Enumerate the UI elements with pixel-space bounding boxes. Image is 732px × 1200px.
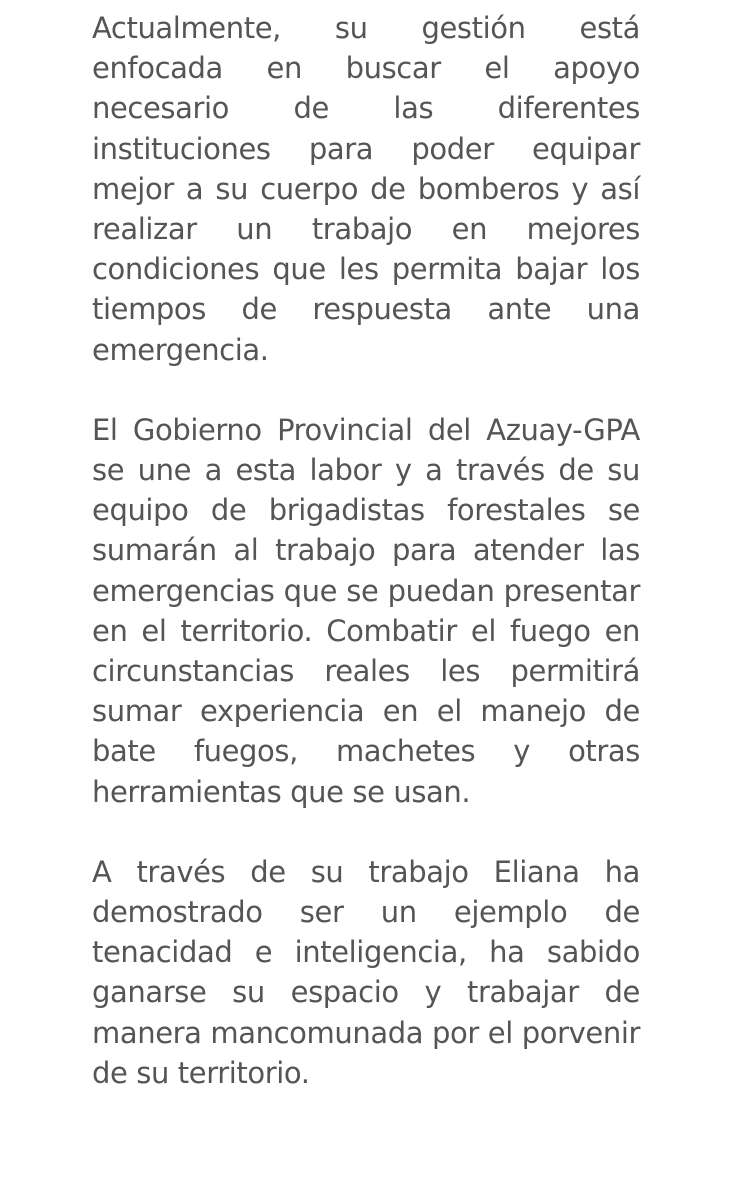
paragraph-gpa-brigadistas: El Gobierno Provincial del Azuay-GPA se une a esta labor y a través de su equipo de brigadistas forestales se sumarán al trabajo para atender las emergencias que se puedan presentar en el territorio. Combatir el fuego en circunstancias reales les permitirá sumar experiencia en el manejo de bate fuegos, machetes y otras herramientas que se usan. <box>92 412 640 809</box>
paragraph-eliana: A través de su trabajo Eliana ha demostrado ser un ejemplo de tenacidad e inteligencia, ha sabido ganarse su espacio y trabajar de manera mancomunada por el porvenir de su territorio. <box>92 854 640 1090</box>
article-body <box>92 8 640 1133</box>
paragraph-gestion: Actualmente, su gestión está enfocada en buscar el apoyo necesario de las diferentes instituciones para poder equipar mejor a su cuerpo de bomberos y así realizar un trabajo en mejores condiciones que les permita bajar los tiempos de respuesta ante una emergencia. <box>92 11 640 367</box>
